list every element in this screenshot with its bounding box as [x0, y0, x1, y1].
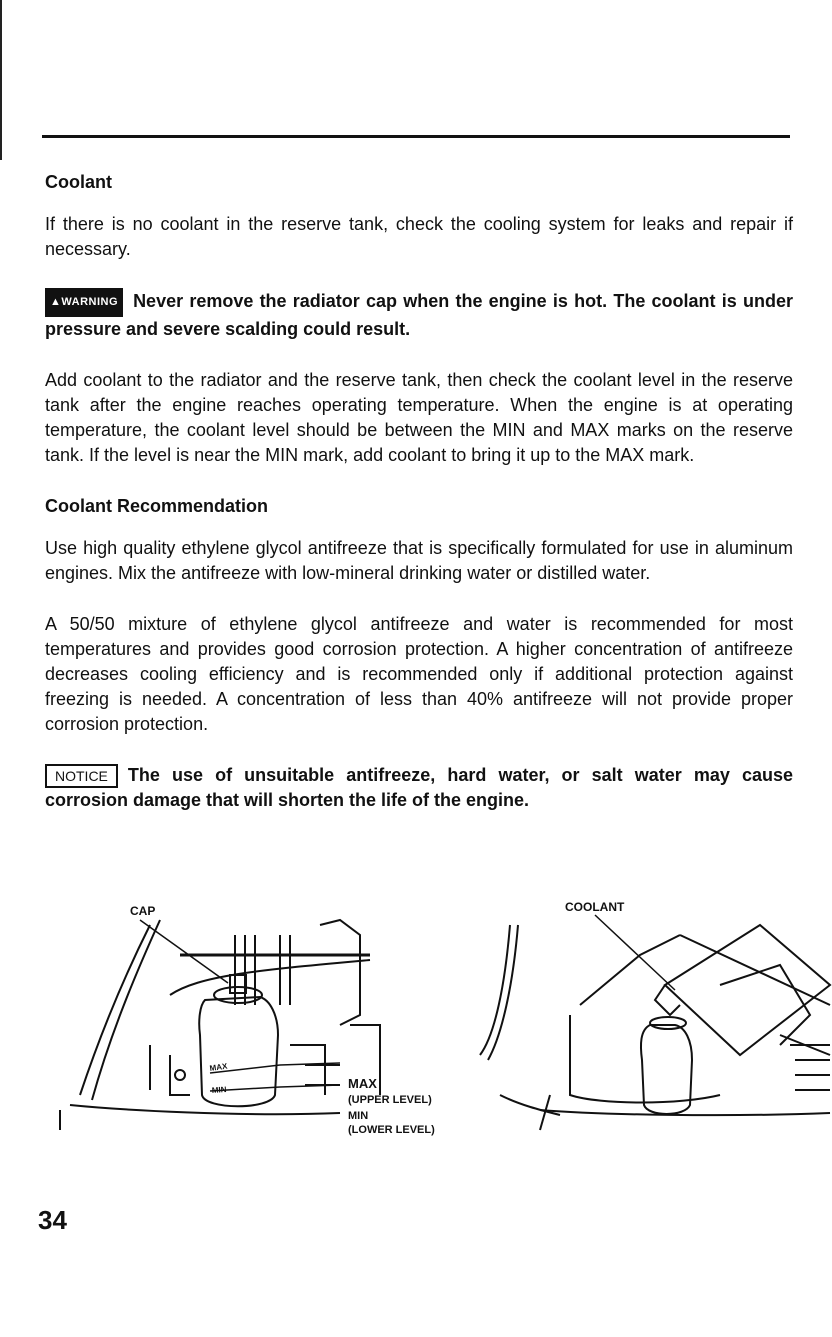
- recommendation-heading: Coolant Recommendation: [45, 496, 269, 516]
- coolant-intro: If there is no coolant in the reserve tank, check the cooling system for leaks and repair if necessary.: [45, 214, 793, 259]
- reserve-tank-illustration: [40, 895, 480, 1136]
- lower-level-label: (LOWER LEVEL): [348, 1124, 435, 1136]
- figures: [40, 895, 830, 1136]
- tank-max-label: MAX: [209, 1061, 228, 1073]
- page-number: 34: [38, 1205, 67, 1235]
- max-label: MAX: [348, 1076, 377, 1091]
- add-coolant-paragraph: Add coolant to the radiator and the reserve tank, then check the coolant level in the reserve tank after the engine reaches operating temperature. When the engine is at operating temperature, the coolant level should be between the MIN and MAX marks on the reserve tank. If the level is near the MIN mark, add coolant to bring it up to the MAX mark.: [45, 370, 793, 465]
- margin-rule: [0, 0, 2, 160]
- notice-paragraph: [45, 763, 793, 813]
- page-content: [45, 170, 793, 813]
- tank-min-label: MIN: [211, 1084, 227, 1095]
- header-rule: [42, 135, 790, 138]
- coolant-heading: Coolant: [45, 172, 112, 192]
- cap-label: CAP: [130, 904, 156, 918]
- warning-paragraph: [45, 288, 793, 342]
- notice-text: The use of unsuitable antifreeze, hard water, or salt water may cause corrosion damage that will shorten the life of the engine.: [45, 765, 793, 810]
- pour-coolant-illustration: [480, 895, 830, 1125]
- coolant-label: COOLANT: [565, 900, 625, 914]
- min-label: MIN: [348, 1110, 369, 1122]
- notice-badge: NOTICE: [45, 764, 118, 788]
- recommendation-paragraph-2: A 50/50 mixture of ethylene glycol antifreeze and water is recommended for most temperatures and provides good corrosion protection. A higher concentration of antifreeze decreases cooling efficiency and is recommended only if additional protection against freezing is needed. A concentration of less than 40% antifreeze will not provide proper corrosion protection.: [45, 614, 793, 734]
- upper-level-label: (UPPER LEVEL): [348, 1094, 432, 1106]
- warning-badge: ▲WARNING: [45, 288, 123, 317]
- recommendation-paragraph-1: Use high quality ethylene glycol antifreeze that is specifically formulated for use in aluminum engines. Mix the antifreeze with low-mineral drinking water or distilled water.: [45, 538, 793, 583]
- warning-text: Never remove the radiator cap when the engine is hot. The coolant is under pressure and severe scalding could result.: [45, 291, 793, 339]
